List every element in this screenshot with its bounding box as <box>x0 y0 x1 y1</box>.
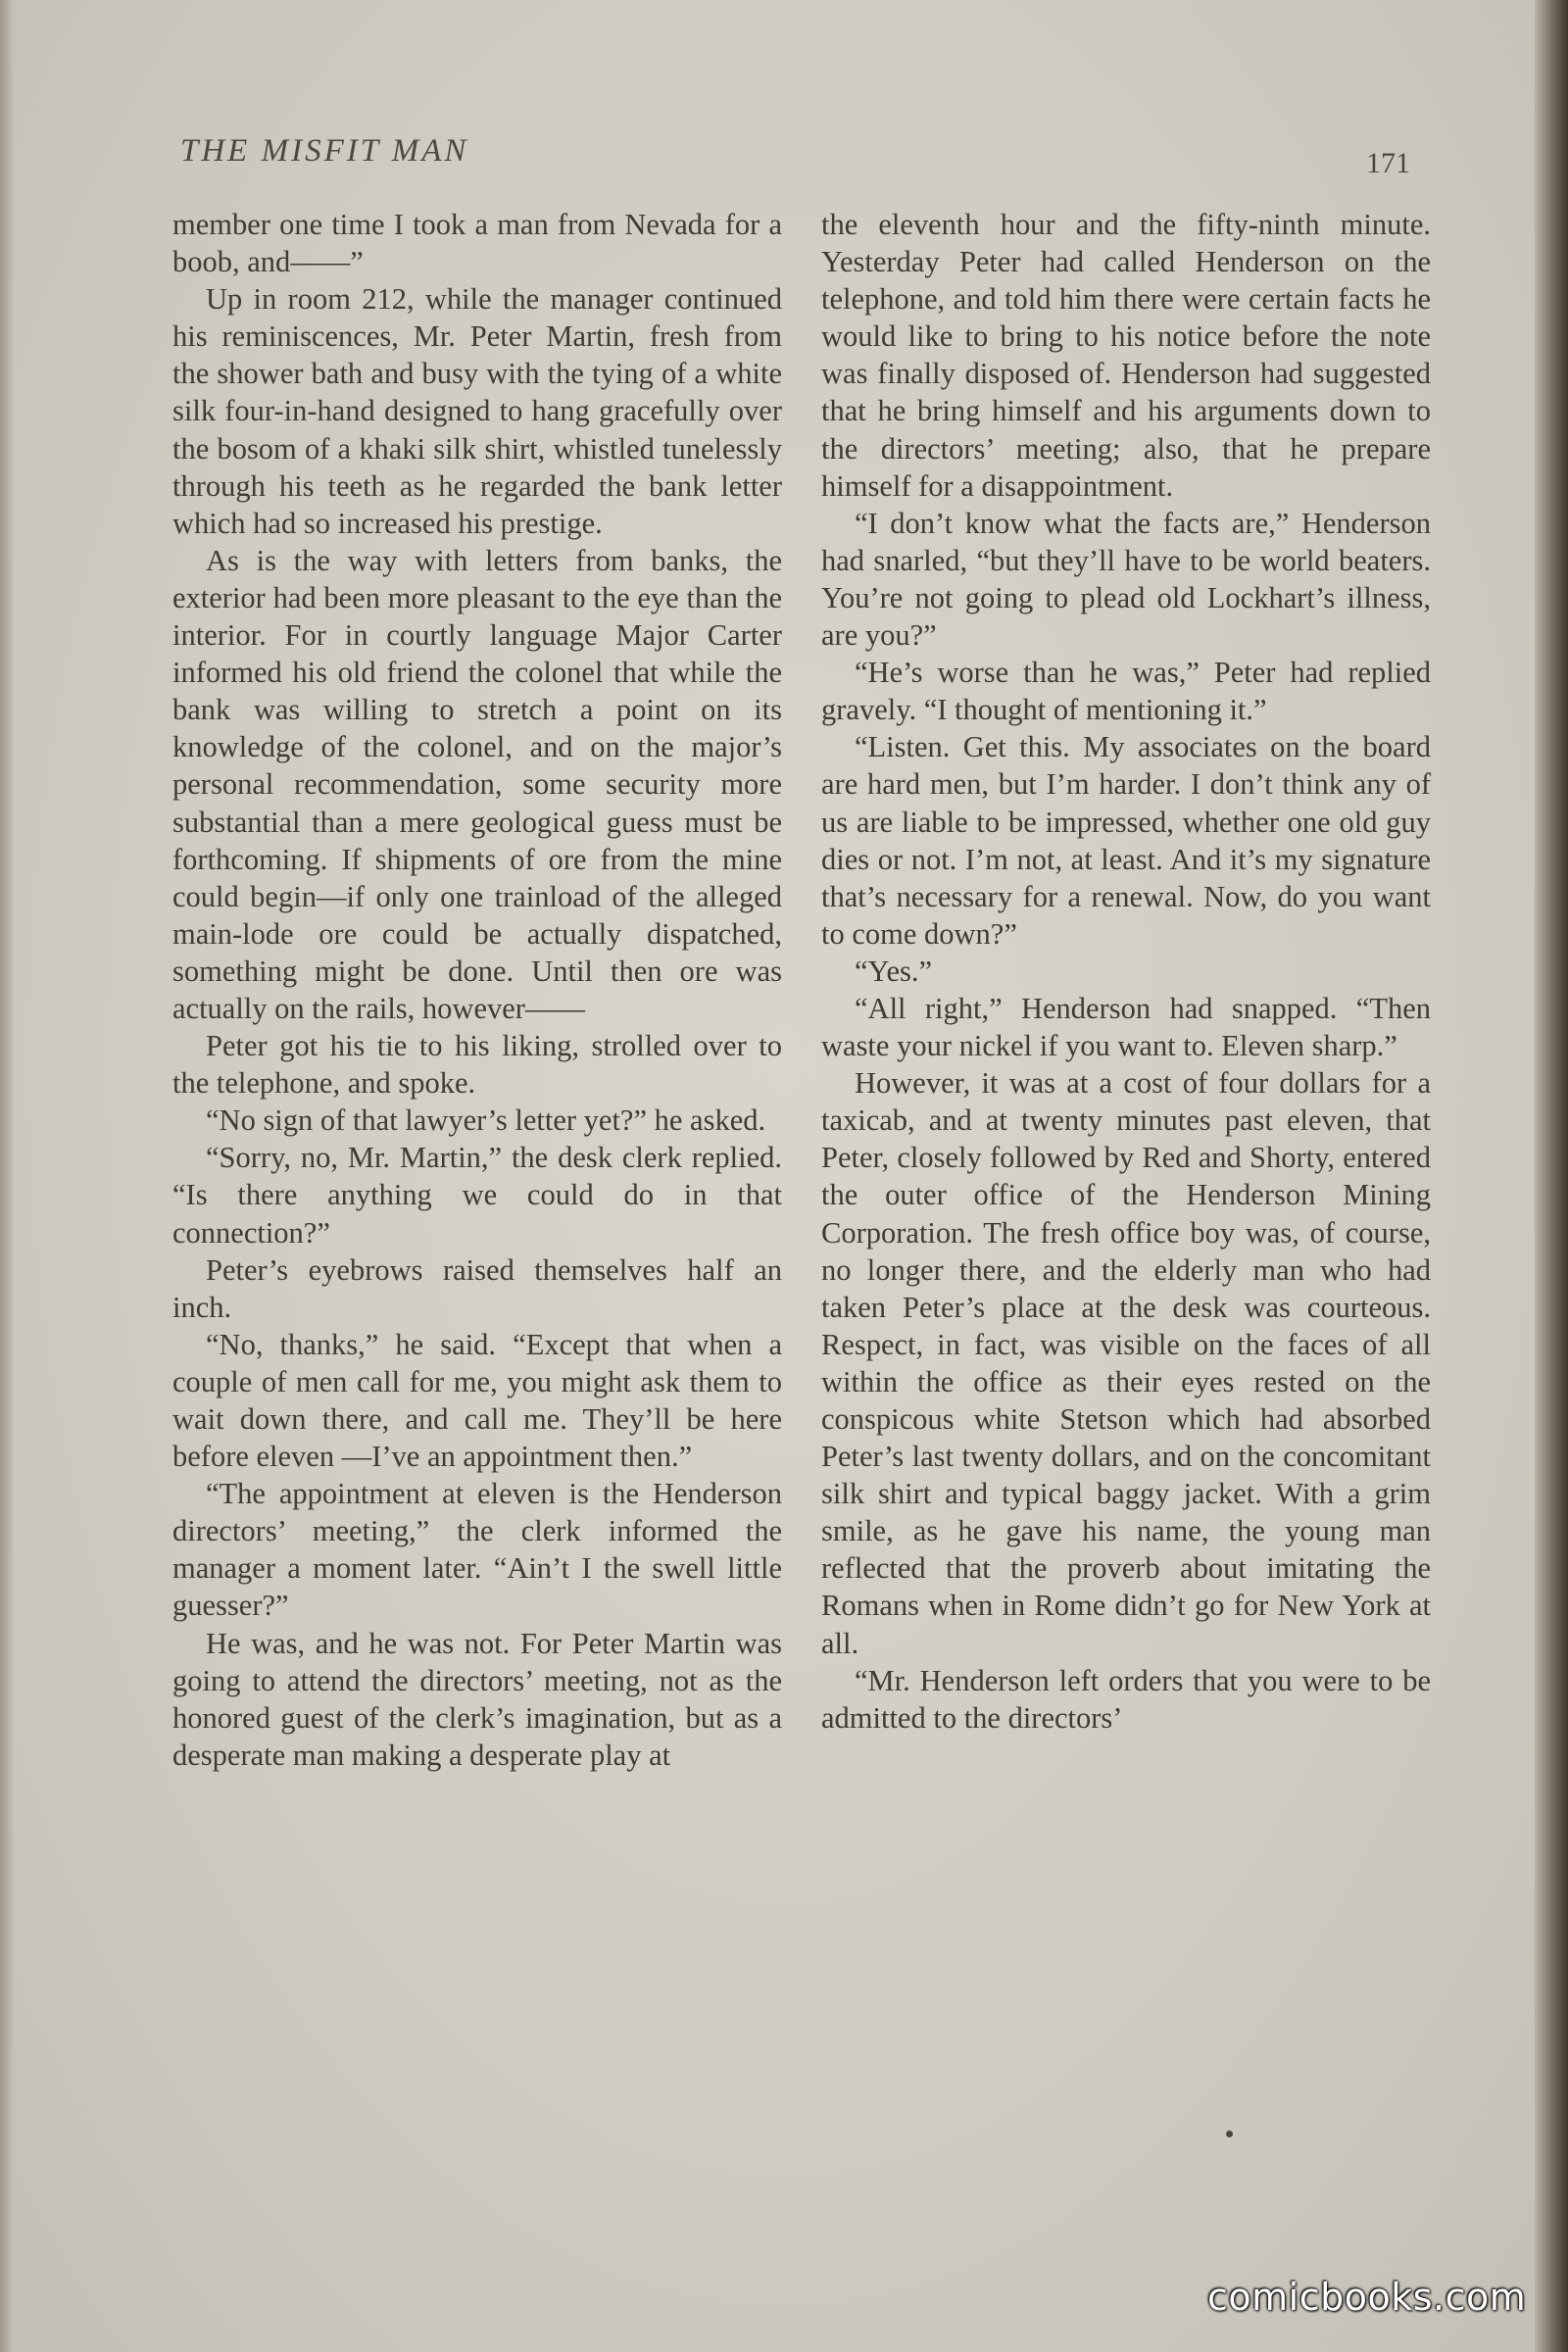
page-number: 171 <box>1366 147 1410 179</box>
paragraph: However, it was at a cost of four dollars for a taxicab, and at twenty minutes past eleven, that Peter, closely followed by Red and Shorty, entered the outer office of the Henderson Mining Corporation. The fresh office boy was, of course, no longer there, and the elderly man who had taken Peter’s place at the desk was courteous. Respect, in fact, was visible on the faces of all within the office as their eyes rested on the conspicous white Stetson which had absorbed Peter’s last twenty dollars, and on the concomitant silk shirt and typical baggy jacket. With a grim smile, as he gave his name, the young man reflected that the proverb about imitating the Romans when in Rome didn’t go for New York at all. <box>821 1066 1431 1660</box>
paragraph: “Sorry, no, Mr. Martin,” the desk clerk replied. “Is there anything we could do in that connection?” <box>172 1141 782 1250</box>
paragraph: “Listen. Get this. My associates on the board are hard men, but I’m harder. I don’t think any of us are liable to be impressed, whether one old guy dies or not. I’m not, at least. And it’s my signature that’s necessary for a renewal. Now, do you want to come down?” <box>821 730 1431 951</box>
paragraph: the eleventh hour and the fifty-ninth minute. Yesterday Peter had called Henderson on the telephone, and told him there were certain facts he would like to bring to his notice before the note was finally disposed of. Henderson had suggested that he bring himself and his arguments down to the directors’ meeting; also, that he prepare himself for a disappointment. <box>821 208 1431 503</box>
paragraph: Peter’s eyebrows raised themselves half an inch. <box>172 1252 782 1324</box>
paragraph: Up in room 212, while the manager continued his reminiscences, Mr. Peter Martin, fresh from the shower bath and busy with the tying of a white silk four-in-hand designed to hang gracefully over the bosom of a khaki silk shirt, whistled tunelessly through his teeth as he regarded the bank letter which had so increased his prestige. <box>172 282 782 540</box>
paragraph: “All right,” Henderson had snapped. “Then waste your nickel if you want to. Eleven sharp.” <box>821 991 1431 1063</box>
paragraph: As is the way with letters from banks, the exterior had been more pleasant to the eye than the interior. For in courtly language Major Carter informed his old friend the colonel that while the bank was willing to stretch a point on its knowledge of the colonel, and on the major’s personal recommendation, some security more substantial than a mere geological guess must be forthcoming. If shipments of ore from the mine could begin—if only one trainload of the alleged main-lode ore could be actually dispatched, something might be done. Until then ore was actually on the rails, however—— <box>172 543 782 1025</box>
paragraph: “No, thanks,” he said. “Except that when a couple of men call for me, you might ask them to wait down there, and call me. They’ll be here before eleven —I’ve an appointment then.” <box>172 1327 782 1474</box>
ink-dot <box>1226 2131 1233 2137</box>
watermark: comicbooks.com <box>1207 2276 1527 2319</box>
paragraph: “I don’t know what the facts are,” Henderson had snarled, “but they’ll have to be world beaters. You’re not going to plead old Lockhart’s illness, are you?” <box>821 506 1431 653</box>
paragraph: He was, and he was not. For Peter Martin was going to attend the directors’ meeting, not as the honored guest of the clerk’s imagination, but as a desperate man making a desperate play at <box>172 1626 782 1772</box>
running-head: THE MISFIT MAN <box>180 133 469 169</box>
right-text-column <box>821 206 1431 1737</box>
book-spine-shadow <box>1535 0 1568 2352</box>
paragraph: Peter got his tie to his liking, strolled over to the telephone, and spoke. <box>172 1029 782 1101</box>
left-text-column <box>172 206 782 1774</box>
paragraph: “No sign of that lawyer’s letter yet?” he asked. <box>206 1103 766 1138</box>
page-left-edge <box>0 0 14 2352</box>
paragraph: “The appointment at eleven is the Henderson directors’ meeting,” the clerk informed the manager a moment later. “Ain’t I the swell little guesser?” <box>172 1477 782 1623</box>
paragraph: “Mr. Henderson left orders that you were to be admitted to the directors’ <box>821 1663 1431 1735</box>
paragraph: “Yes.” <box>855 954 933 988</box>
paragraph: “He’s worse than he was,” Peter had replied gravely. “I thought of mentioning it.” <box>821 656 1431 727</box>
paragraph: member one time I took a man from Nevada for a boob, and——” <box>172 208 782 279</box>
